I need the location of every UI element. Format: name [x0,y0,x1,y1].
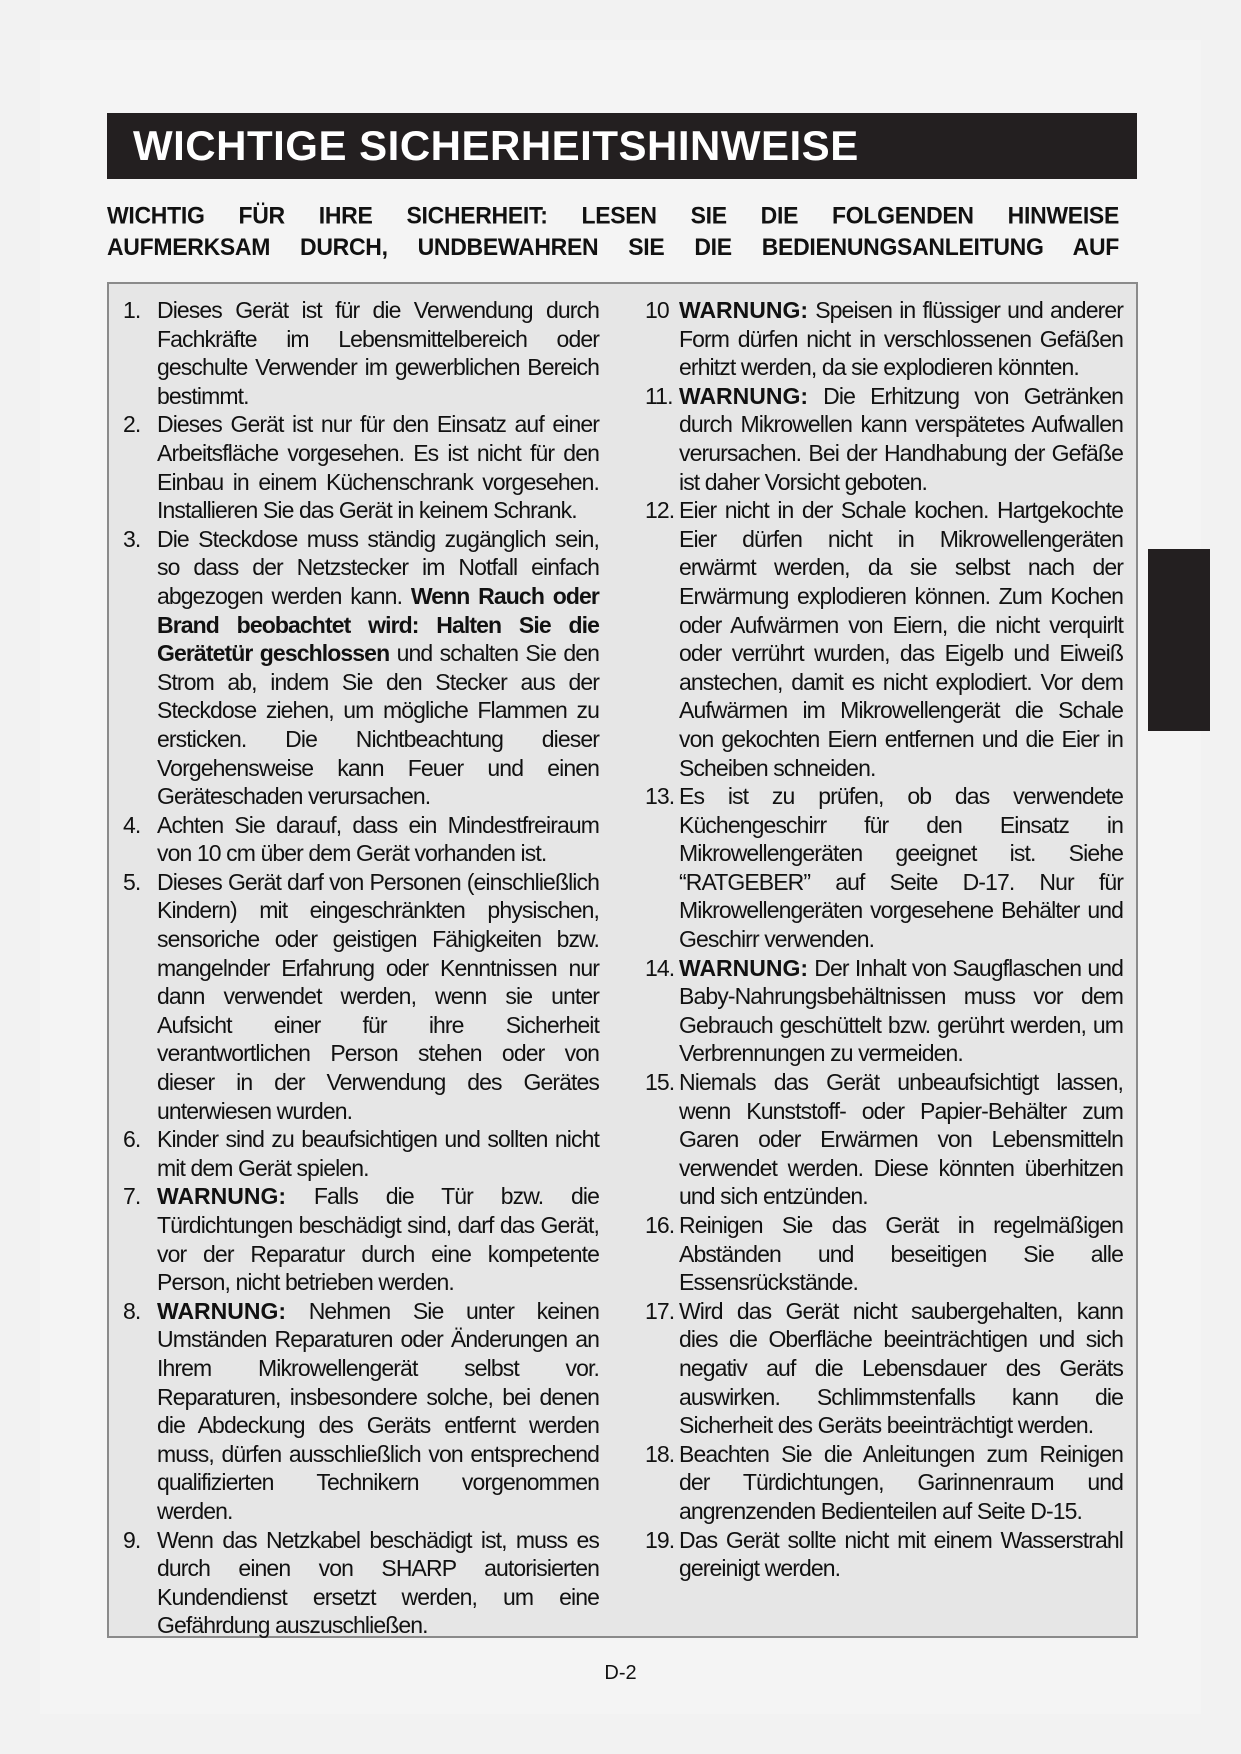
item-text: Kinder sind zu beaufsichtigen und sollten nicht mit dem Gerät spielen. [157,1126,599,1181]
page-number: D-2 [604,1662,637,1684]
left-column [123,296,599,1640]
list-item [123,296,599,410]
item-text: Die Erhitzung von Getränken durch Mikrowellen kann verspätetes Aufwallen verursachen. Bei der Handhabung der Gefäße ist daher Vorsicht geboten. [679,382,1124,495]
item-number: 18. [645,1440,675,1467]
item-number: 15. [645,1069,675,1096]
warning-label: WARNUNG: [679,382,809,409]
item-text: Dieses Gerät ist nur für den Einsatz auf einer Arbeitsfläche vorgesehen. Es ist nicht für den Einbau in einem Küchenschrank vorgesehen. Installieren Sie das Gerät in keinem Schrank. [157,411,599,524]
item-number: 14. [645,954,675,981]
item-number: 1. [123,297,141,323]
subtitle-line-2: AUFMERKSAM DURCH, UNDBEWAHREN SIE DIE BEDIENUNGSANLEITUNG AUF [107,233,1119,261]
list-item [645,954,1123,1068]
item-text: Niemals das Gerät unbeaufsichtigt lassen, wenn Kunststoff- oder Papier-Behälter zum Garen oder Erwärmen von Lebensmitteln verwendet werden. Diese könnten überhitzen und sich entzünden. [679,1069,1123,1210]
item-text: Nehmen Sie unter keinen Umständen Reparaturen oder Änderungen an Ihrem Mikrowellengerät selbst vor. Reparaturen, insbesondere solche, bei denen die Abdeckung des Geräts entfernt werden muss, dürfen ausschließlich von entsprechend qualifizierten Technikern vorgenommen werden. [157,1297,599,1524]
list-item [123,410,599,524]
list-item [645,782,1123,954]
item-text: Dieses Gerät ist für die Verwendung durch Fachkräfte im Lebensmittelbereich oder geschulte Verwender im gewerblichen Bereich bestimmt. [157,297,599,409]
list-item [645,382,1123,496]
item-text: Falls die Tür bzw. die Türdichtungen beschädigt sind, darf das Gerät, vor der Reparatur durch eine kompetente Person, nicht betrieben werden. [157,1183,599,1296]
list-item [123,1297,599,1526]
warning-label: WARNUNG: [679,954,809,981]
item-text: Das Gerät sollte nicht mit einem Wasserstrahl gereinigt werden. [679,1526,1123,1582]
item-number: 16. [645,1212,675,1238]
item-number: 5. [123,868,141,895]
item-bold-text: Wenn Rauch oder Brand beobachtet wird: Halten Sie die Gerätetür geschlossen [157,582,599,667]
list-item [645,1211,1123,1297]
item-number: 13. [645,783,675,810]
item-number: 2. [123,411,141,438]
item-number: 12. [645,497,675,524]
item-text: Speisen in flüssiger und anderer Form dürfen nicht in verschlossenen Gefäßen erhitzt werden, da sie explodieren könnten. [679,297,1123,381]
warning-label: WARNUNG: [157,1297,287,1324]
list-item [123,868,599,1125]
item-number: 6. [123,1126,141,1153]
item-text: Achten Sie darauf, dass ein Mindestfreiraum von 10 cm über dem Gerät vorhanden ist. [157,811,599,867]
section-tab [1148,549,1210,731]
subtitle [107,200,1119,263]
list-item [645,296,1123,382]
item-text: Die Steckdose muss ständig zugänglich sein, so dass der Netzstecker im Notfall einfach abgezogen werden kann. [157,525,599,609]
list-item [123,525,599,811]
item-text: Es ist zu prüfen, ob das verwendete Küchengeschirr für den Einsatz in Mikrowellengeräten geeignet ist. Siehe “RATGEBER” auf Seite D-17. Nur für Mikrowellengeräten vorgesehene Behälter und Geschirr verwenden. [679,783,1123,953]
list-item [645,496,1123,782]
item-text: Reinigen Sie das Gerät in regelmäßigen Abständen und beseitigen Sie alle Essensrückstände. [679,1212,1123,1296]
item-number: 19. [645,1526,675,1553]
right-column [645,296,1123,1583]
item-number: 3. [123,525,141,552]
list-item [123,1125,599,1182]
item-number: 7. [123,1183,141,1210]
item-text: Der Inhalt von Saugflaschen und Baby-Nahrungsbehältnissen muss vor dem Gebrauch geschüttelt bzw. gerührt werden, um Verbrennungen zu vermeiden. [679,954,1123,1067]
item-number: 17. [645,1297,675,1324]
list-item [645,1526,1123,1583]
item-text: Eier nicht in der Schale kochen. Hartgekochte Eier dürfen nicht in Mikrowellengeräten erwärmt werden, da sie selbst nach der Erwärmung explodieren können. Zum Kochen oder Aufwärmen von Eiern, die nicht verquirlt oder verrührt wurden, das Eigelb und Eiweiß anstechen, damit es nicht explodiert. Vor dem Aufwärmen im Mikrowellengerät die Schale von gekochten Eiern entfernen und die Eier in Scheiben schneiden. [679,497,1123,781]
list-item [123,1182,599,1296]
item-number: 8. [123,1297,141,1324]
warning-label: WARNUNG: [679,297,809,323]
subtitle-line-1: WICHTIG FÜR IHRE SICHERHEIT: LESEN SIE DIE FOLGENDEN HINWEISE [107,201,1119,229]
list-item [123,1526,599,1640]
item-text: Dieses Gerät darf von Personen (einschließlich Kindern) mit eingeschränkten physischen, sensoriche oder geistigen Fähigkeiten bzw. mangelnder Erfahrung oder Kenntnissen nur dann verwendet werden, wenn sie unter Aufsicht einer für ihre Sicherheit verantwortlichen Person stehen oder von dieser in der Verwendung des Gerätes unterwiesen wurden. [157,868,599,1124]
list-item [123,811,599,868]
warning-label: WARNUNG: [157,1183,287,1210]
safety-notes-box [107,282,1138,1638]
item-text: Wenn das Netzkabel beschädigt ist, muss es durch einen von SHARP autorisierten Kundendienst ersetzt werden, um eine Gefährdung auszuschließen. [157,1526,599,1639]
item-text: und schalten Sie den Strom ab, indem Sie den Stecker aus der Steckdose ziehen, um mögliche Flammen zu ersticken. Die Nichtbeachtung dieser Vorgehensweise kann Feuer und einen Geräteschaden verursachen. [157,640,599,810]
list-item [645,1297,1123,1440]
item-number: 11. [645,382,673,409]
page-title: WICHTIGE SICHERHEITSHINWEISE [107,113,1137,179]
item-number: 10 [645,297,669,323]
item-text: Wird das Gerät nicht saubergehalten, kann dies die Oberfläche beeinträchtigen und sich negativ auf die Lebensdauer des Geräts auswirken. Schlimmstenfalls kann die Sicherheit des Geräts beeinträchtigt werden. [679,1297,1123,1439]
item-number: 4. [123,811,141,838]
list-item [645,1440,1123,1526]
item-text: Beachten Sie die Anleitungen zum Reinigen der Türdichtungen, Garinnenraum und angrenzenden Bedienteilen auf Seite D-15. [679,1440,1123,1524]
item-number: 9. [123,1526,141,1553]
list-item [645,1068,1123,1211]
